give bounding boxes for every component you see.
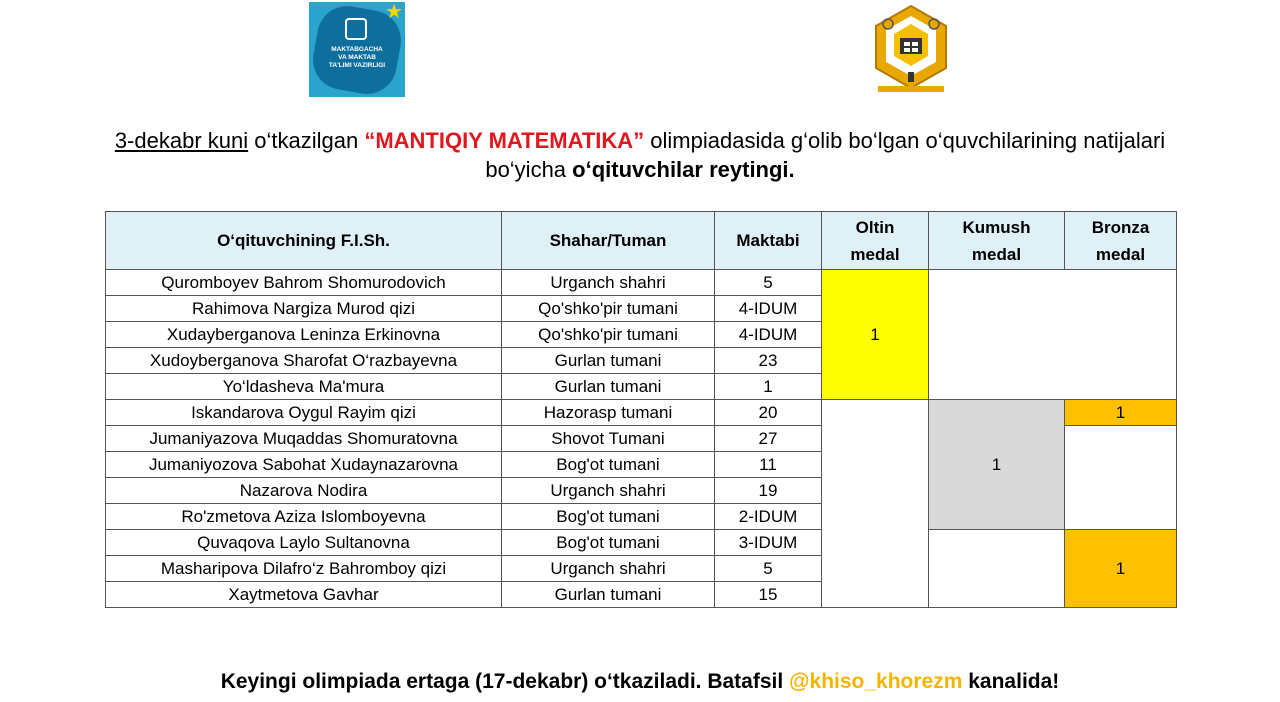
ranking-table (105, 211, 1177, 608)
teacher-name: Masharipova Dilafro‘z Bahromboy qizi (106, 556, 502, 582)
teacher-name: Quromboyev Bahrom Shomurodovich (106, 270, 502, 296)
footer-text: Keyingi olimpiada ertaga (17-dekabr) o‘tkaziladi. Batafsil (220, 670, 790, 693)
teacher-school: 19 (715, 478, 822, 504)
teacher-school: 27 (715, 426, 822, 452)
table-row (106, 530, 1177, 556)
empty-medal-cell (929, 270, 1177, 400)
header-school: Maktabi (715, 212, 822, 270)
title-olympiad-name: “MANTIQIY MATEMATIKA” (364, 128, 645, 153)
teacher-name: Nazarova Nodira (106, 478, 502, 504)
teacher-name: Xaytmetova Gavhar (106, 582, 502, 608)
empty-medal-cell (929, 530, 1065, 608)
book-icon (345, 18, 367, 40)
teacher-name: Ro'zmetova Aziza Islomboyevna (106, 504, 502, 530)
teacher-name: Xudayberganova Leninza Erkinovna (106, 322, 502, 348)
empty-medal-cell (1065, 426, 1177, 530)
teacher-city: Qo'shko'pir tumani (502, 322, 715, 348)
logo-text: MAKTABGACHA VA MAKTAB TA'LIMI VAZIRLIGI (328, 46, 386, 69)
teacher-city: Urganch shahri (502, 270, 715, 296)
header-bronze: Bronza medal (1065, 212, 1177, 270)
empty-medal-cell (822, 400, 929, 608)
teacher-school: 11 (715, 452, 822, 478)
teacher-city: Bog'ot tumani (502, 504, 715, 530)
teacher-school: 4-IDUM (715, 296, 822, 322)
teacher-city: Bog'ot tumani (502, 452, 715, 478)
teacher-school: 5 (715, 270, 822, 296)
ministry-logo (309, 2, 405, 97)
star-icon: ★ (385, 2, 403, 23)
teacher-name: Jumaniyazova Muqaddas Shomuratovna (106, 426, 502, 452)
teacher-school: 4-IDUM (715, 322, 822, 348)
header-name: O‘qituvchining F.I.Sh. (106, 212, 502, 270)
teacher-city: Gurlan tumani (502, 348, 715, 374)
teacher-school: 2-IDUM (715, 504, 822, 530)
teacher-city: Urganch shahri (502, 478, 715, 504)
teacher-city: Shovot Tumani (502, 426, 715, 452)
footer-text: kanalida! (962, 670, 1060, 693)
table-row (106, 400, 1177, 426)
teacher-school: 23 (715, 348, 822, 374)
title-text: bo‘yicha (485, 157, 573, 182)
page-title (0, 126, 1280, 184)
teacher-name: Xudoyberganova Sharofat O‘razbayevna (106, 348, 502, 374)
header-silver: Kumush medal (929, 212, 1065, 270)
teacher-name: Jumaniyozova Sabohat Xudaynazarovna (106, 452, 502, 478)
teacher-city: Urganch shahri (502, 556, 715, 582)
teacher-city: Gurlan tumani (502, 582, 715, 608)
title-text: o‘tkazilgan (248, 128, 365, 153)
teacher-name: Yo‘ldasheva Ma'mura (106, 374, 502, 400)
title-date: 3-dekabr kuni (114, 128, 249, 153)
teacher-name: Rahimova Nargiza Murod qizi (106, 296, 502, 322)
teacher-city: Gurlan tumani (502, 374, 715, 400)
header-gold: Oltin medal (822, 212, 929, 270)
table-header-row (106, 212, 1177, 270)
title-line-2 (0, 155, 1280, 184)
teacher-school: 1 (715, 374, 822, 400)
bronze-medal-cell: 1 (1065, 530, 1177, 608)
teacher-name: Quvaqova Laylo Sultanovna (106, 530, 502, 556)
table-row (106, 270, 1177, 296)
title-emphasis: o‘qituvchilar reytingi. (572, 157, 795, 182)
gold-medal-cell: 1 (822, 270, 929, 400)
silver-medal-cell: 1 (929, 400, 1065, 530)
teacher-school: 3-IDUM (715, 530, 822, 556)
teacher-school: 20 (715, 400, 822, 426)
teacher-city: Bog'ot tumani (502, 530, 715, 556)
teacher-city: Qo'shko'pir tumani (502, 296, 715, 322)
teacher-name: Iskandarova Oygul Rayim qizi (106, 400, 502, 426)
title-text: olimpiadasida g‘olib bo‘lgan o‘quvchilarining natijalari (644, 128, 1166, 153)
title-line-1 (0, 126, 1280, 155)
bronze-medal-cell: 1 (1065, 400, 1177, 426)
teacher-city: Hazorasp tumani (502, 400, 715, 426)
teacher-school: 15 (715, 582, 822, 608)
channel-handle: @khiso_khorezm (789, 670, 963, 693)
institute-emblem-icon (868, 2, 954, 96)
footer-announcement (0, 670, 1280, 694)
header-city: Shahar/Tuman (502, 212, 715, 270)
teacher-school: 5 (715, 556, 822, 582)
